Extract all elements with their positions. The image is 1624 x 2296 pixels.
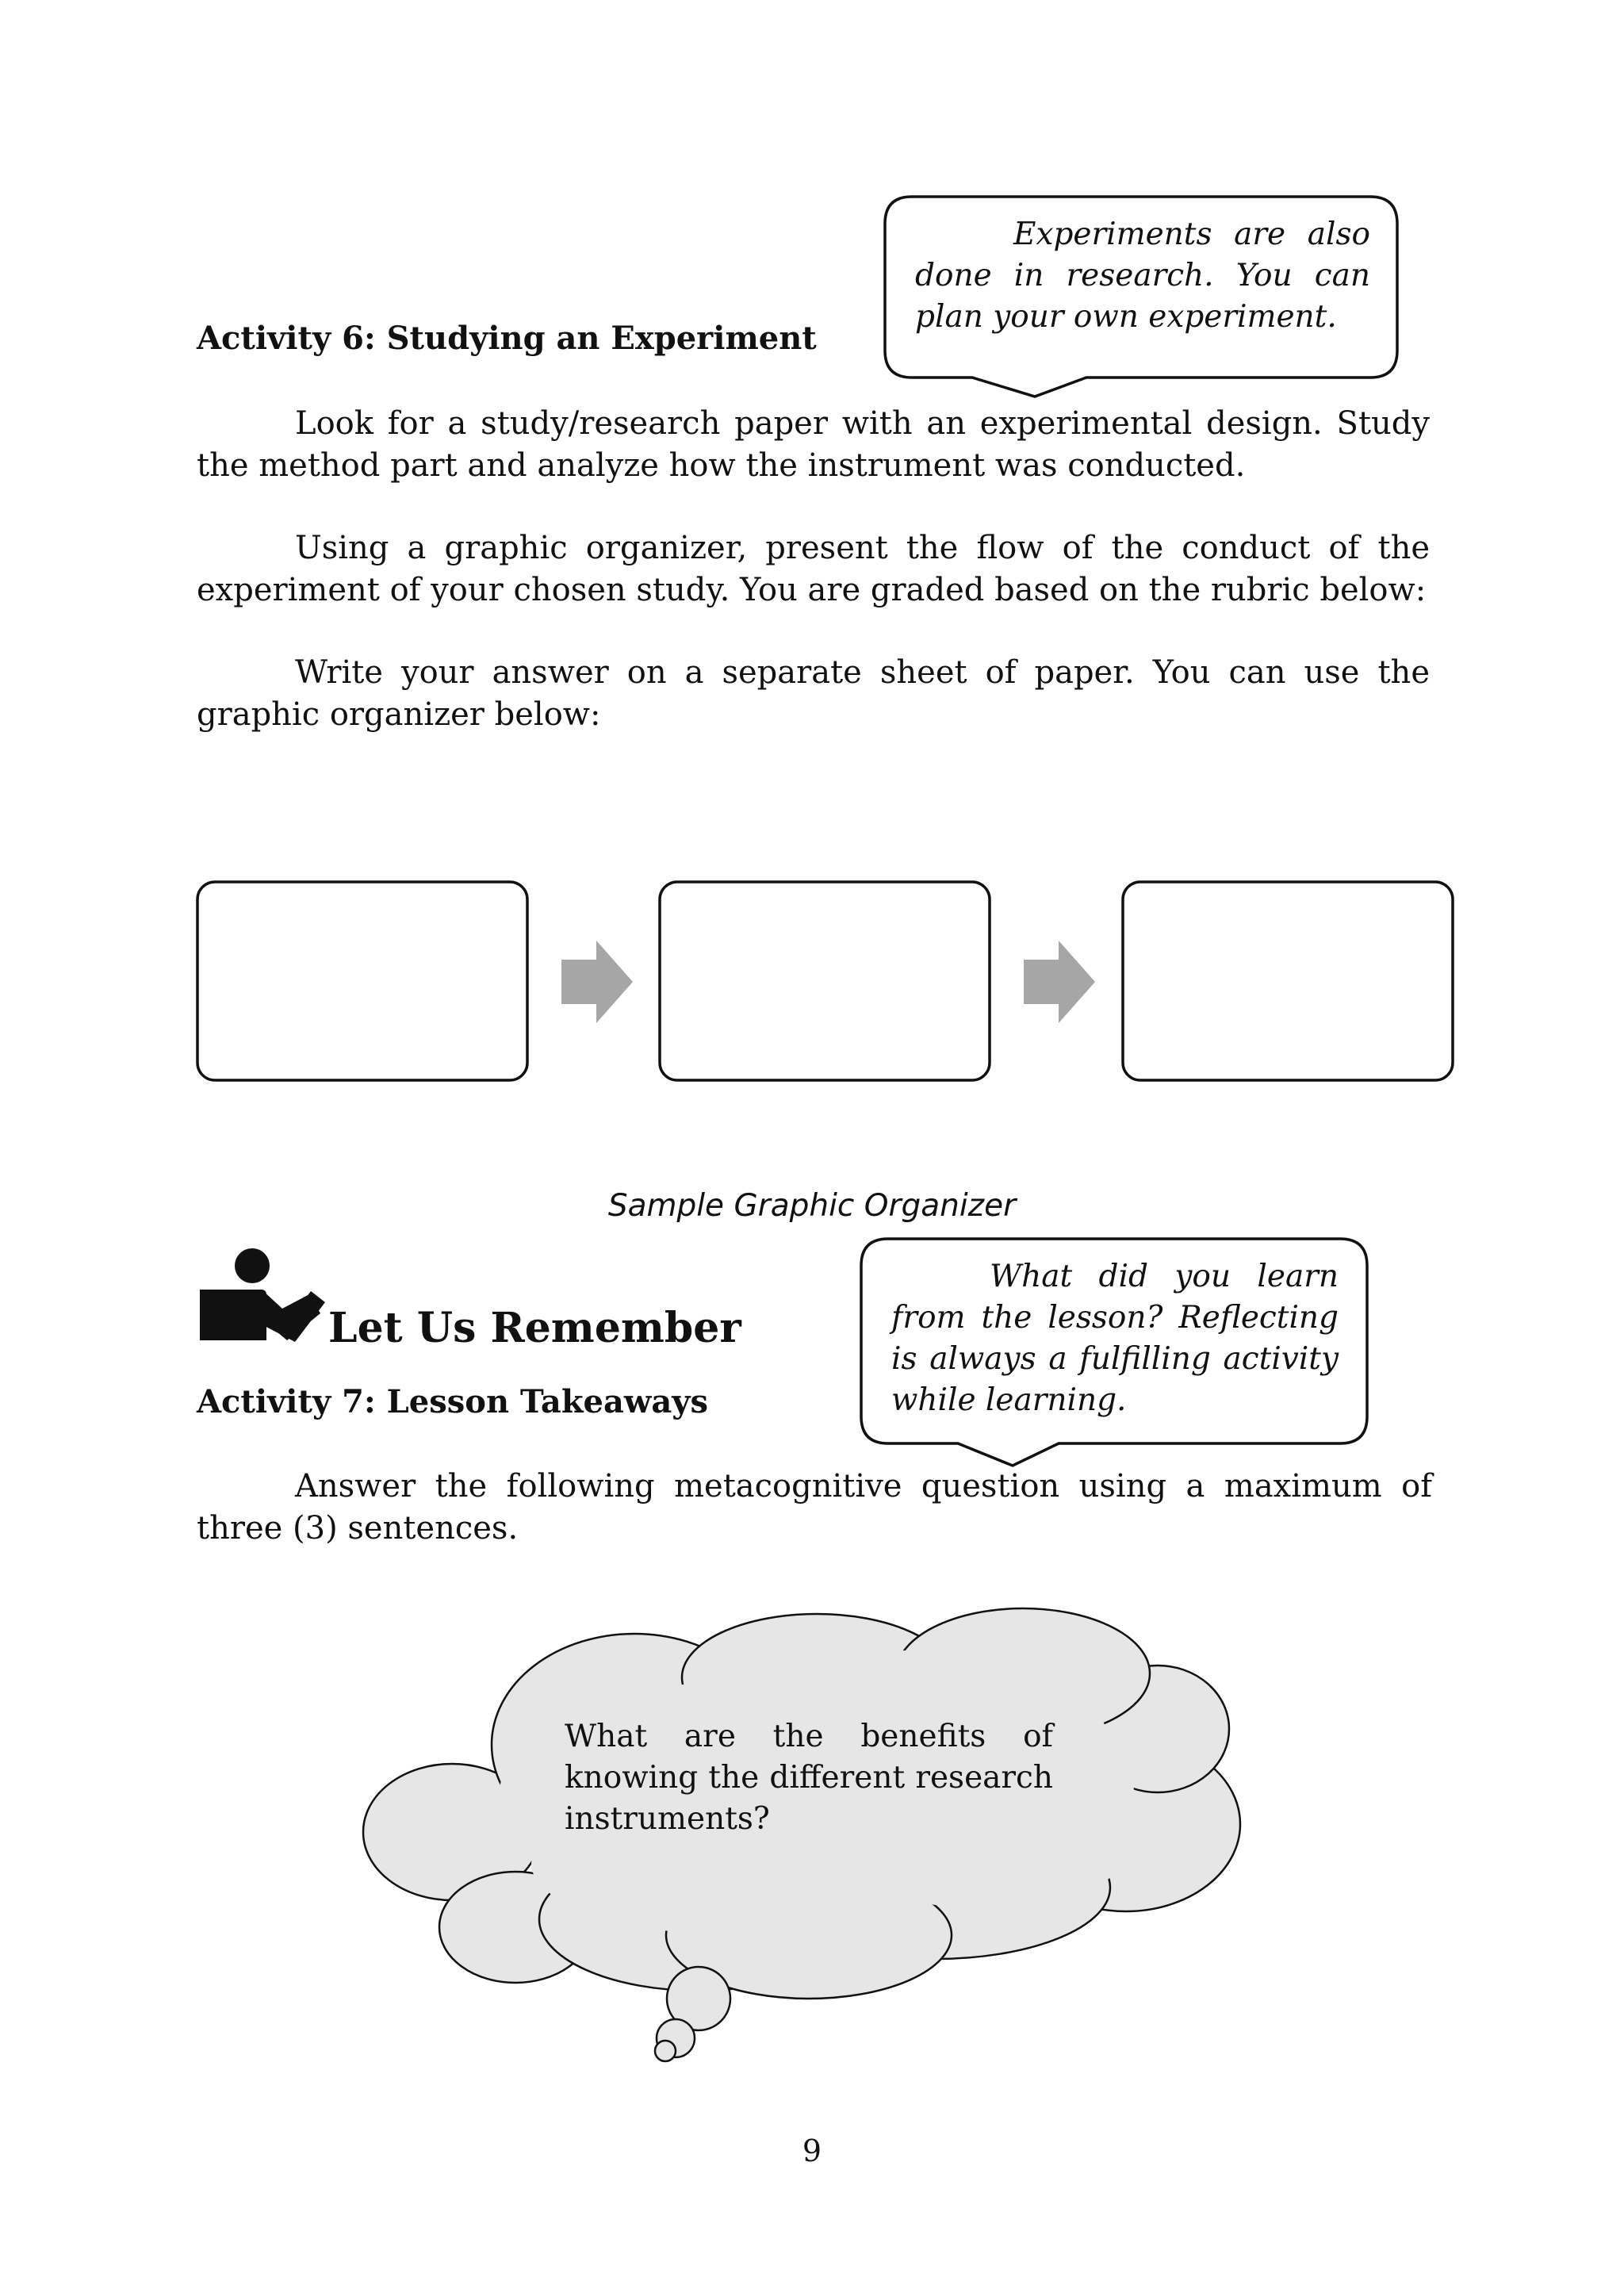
activity-6-heading: Activity 6: Studying an Experiment	[197, 320, 817, 357]
activity-7-heading: Activity 7: Lesson Takeaways	[197, 1383, 709, 1420]
page-number: 9	[802, 2133, 822, 2168]
cloud-question: What are the benefits of knowing the different research instruments?	[565, 1719, 1053, 1837]
activity-6-paragraph-2: Using a graphic organizer, present the flow of the conduct of the experiment of your chosen study. You are graded based on the rubric below:	[197, 530, 1430, 608]
organizer-caption: Sample Graphic Organizer	[607, 1188, 1017, 1224]
bubble-text-experiments: Experiments are also done in research. You can plan your own experiment.	[915, 217, 1370, 335]
let-us-remember-title: Let Us Remember	[328, 1304, 741, 1352]
activity-7-paragraph: Answer the following metacognitive question using a maximum of three (3) sentences.	[197, 1468, 1432, 1547]
activity-6-paragraph-3: Write your answer on a separate sheet of paper. You can use the graphic organizer below:	[197, 654, 1430, 733]
bubble-text-reflection: What did you learn from the lesson? Reflecting is always a fulfilling activity while learning.	[891, 1259, 1339, 1418]
activity-6-paragraph-1: Look for a study/research paper with an experimental design. Study the method part and analyze how the instrument was conducted.	[197, 405, 1430, 484]
